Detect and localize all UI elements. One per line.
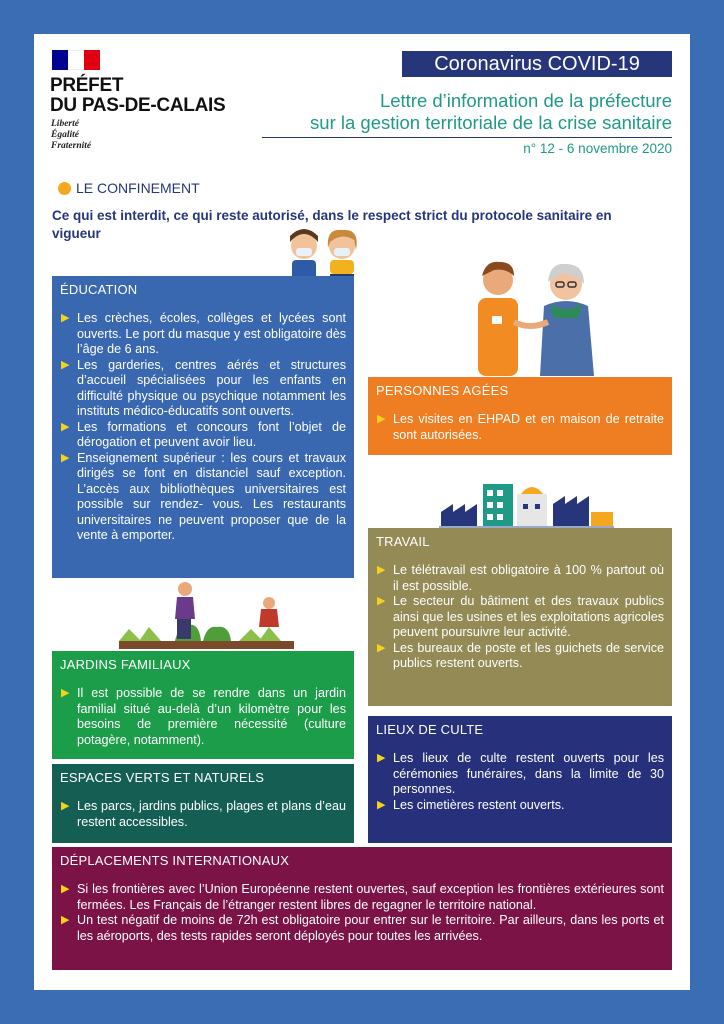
garden-illustration (119, 579, 294, 651)
newsletter-subtitle: Lettre d’information de la préfecture sur la gestion territoriale de la crise sanitaire (310, 90, 672, 133)
green-spaces-box (52, 764, 354, 843)
list-item: ▶ Les visites en EHPAD et en maison de retraite sont autorisées. (376, 412, 664, 443)
education-box (52, 276, 354, 578)
bullet-dot-icon (58, 182, 71, 195)
intro-text: Ce qui est interdit, ce qui reste autorisé, dans le respect strict du protocole sanitaire en vigueur (52, 208, 612, 241)
elderly-box (368, 377, 672, 455)
issue-number: n° 12 - 6 novembre 2020 (523, 141, 672, 156)
list-item: ▶ Les bureaux de poste et les guichets de service publics restent ouverts. (376, 641, 664, 672)
work-title: TRAVAIL (376, 534, 430, 549)
list-item: ▶ Si les frontières avec l’Union Européenne restent ouvertes, sauf exception les frontières extérieures sont fermées. Les Français de l’étranger restent libres de regagner le territoire national. (60, 882, 664, 913)
international-travel-title: DÉPLACEMENTS INTERNATIONAUX (60, 853, 290, 868)
education-title: ÉDUCATION (60, 282, 138, 297)
republic-motto: Liberté Égalité Fraternité (51, 119, 92, 151)
list-item: ▶ Il est possible de se rendre dans un jardin familial situé au-delà d’un kilomètre pour les besoins de première nécessité (culture potagère, notamment). (60, 686, 346, 748)
elderly-title: PERSONNES AGÉES (376, 383, 509, 398)
list-item: ▶ Les cimetières restent ouverts. (376, 798, 664, 814)
green-spaces-title: ESPACES VERTS ET NATURELS (60, 770, 265, 785)
list-item: ▶ Les formations et concours font l’objet de dérogation et peuvent avoir lieu. (60, 420, 346, 451)
list-item: ▶ Les crèches, écoles, collèges et lycées sont ouverts. Le port du masque y est obligatoire dès l’âge de 6 ans. (60, 311, 346, 358)
international-travel-box (52, 847, 672, 970)
list-item: ▶ Les parcs, jardins publics, plages et plans d’eau restent accessibles. (60, 799, 346, 830)
republic-flag-logo (52, 50, 100, 70)
list-item: ▶ Les lieux de culte restent ouverts pour les cérémonies funéraires, dans la limite de 30 personnes. (376, 751, 664, 798)
list-item: ▶ Enseignement supérieur : les cours et travaux dirigés se font en distanciel sauf exception. L’accès aux bibliothèques universitaires est possible sur rendez- vous. Les restaurants universitaires ne peuvent proposer que de la vente à emporter. (60, 451, 346, 544)
list-item: ▶ Le télétravail est obligatoire à 100 % partout où il est possible. (376, 563, 664, 594)
list-item: ▶ Les garderies, centres aérés et structures d’accueil spécialisées pour les enfants en difficulté physique ou psychique notamment les instituts médico-éducatifs sont ouverts. (60, 358, 346, 420)
gardens-box (52, 651, 354, 759)
section-title: LE CONFINEMENT (58, 180, 200, 196)
factory-illustration (439, 474, 614, 530)
worship-title: LIEUX DE CULTE (376, 722, 484, 737)
covid-banner: Coronavirus COVID-19 (402, 51, 672, 77)
prefecture-name: PRÉFET DU PAS-DE-CALAIS (50, 75, 226, 116)
worship-box (368, 716, 672, 843)
list-item: ▶ Un test négatif de moins de 72h est obligatoire pour entrer sur le territoire. Par ailleurs, dans les ports et les aéroports, des tests rapides seront déployés pour toutes les arrivées. (60, 913, 664, 944)
work-box (368, 528, 672, 706)
gardens-title: JARDINS FAMILIAUX (60, 657, 191, 672)
list-item: ▶ Le secteur du bâtiment et des travaux publics ainsi que les usines et les exploitations agricoles peuvent poursuivre leur activité. (376, 594, 664, 641)
subtitle-divider (262, 137, 672, 138)
page (34, 34, 690, 990)
elderly-care-illustration (464, 256, 604, 376)
